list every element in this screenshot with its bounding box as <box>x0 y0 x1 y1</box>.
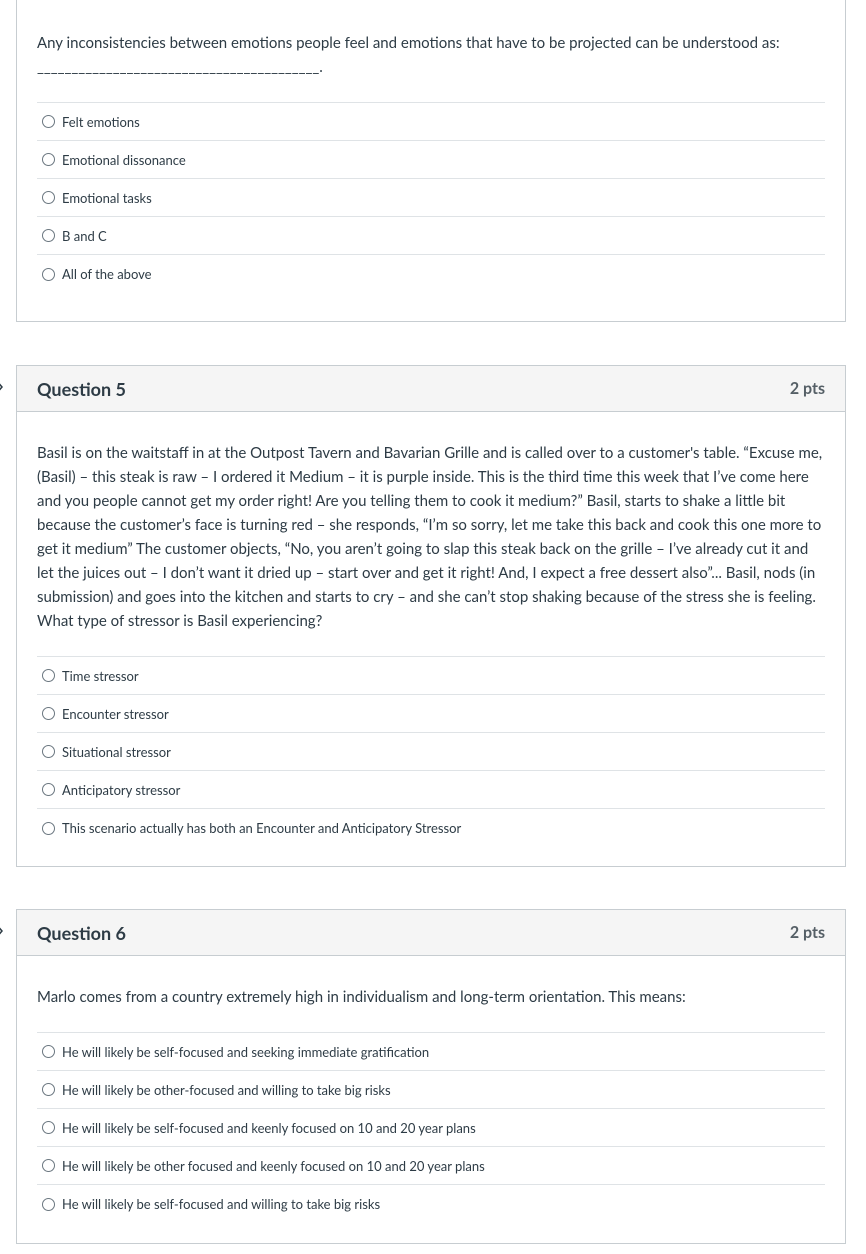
radio-button[interactable] <box>42 1121 55 1134</box>
radio-button[interactable] <box>42 229 55 242</box>
answer-option[interactable] <box>37 1071 825 1109</box>
answer-option[interactable] <box>37 695 825 733</box>
answer-label: He will likely be self-focused and seeking immediate gratification <box>62 1043 430 1060</box>
answer-label: He will likely be other focused and keenly focused on 10 and 20 year plans <box>62 1157 485 1174</box>
radio-button[interactable] <box>42 1198 55 1211</box>
radio-button[interactable] <box>42 822 55 835</box>
answer-option[interactable] <box>37 771 825 809</box>
radio-button[interactable] <box>42 669 55 682</box>
answer-label: Encounter stressor <box>62 705 169 722</box>
question-5-answers <box>37 657 825 847</box>
question-6-text: Marlo comes from a country extremely high in individualism and long-term orientation. This means: <box>37 956 825 1033</box>
answer-option[interactable] <box>37 1109 825 1147</box>
question-5-text: Basil is on the waitstaff in at the Outpost Tavern and Bavarian Grille and is called over to a customer's table. “Excuse me, (Basil) – this steak is raw – I ordered it Medium – it is purple inside. This is the third time this week that I’ve come here and you people cannot get my order right! Are you telling them to cook it medium?” Basil, starts to shake a little bit because the customer’s face is turning red – she responds, “I’m so sorry, let me take this back and cook this one more to get it medium” The customer objects, “No, you aren’t going to slap this steak back on the grille – I’ve already cut it and let the juices out – I don’t want it dried up – start over and get it right! And, I expect a free dessert also”... Basil, nods (in submission) and goes into the kitchen and starts to cry – and she can’t stop shaking because of the stress she is feeling. What type of stressor is Basil experiencing? <box>37 412 825 657</box>
question-6-header <box>17 910 845 956</box>
answer-label: Anticipatory stressor <box>62 781 181 798</box>
answer-option[interactable] <box>37 809 825 847</box>
question-6-flag-icon[interactable] <box>0 923 7 939</box>
radio-button[interactable] <box>42 268 55 281</box>
radio-button[interactable] <box>42 191 55 204</box>
question-4-answers <box>37 103 825 293</box>
radio-button[interactable] <box>42 115 55 128</box>
question-5-card <box>16 365 846 867</box>
answer-option[interactable] <box>37 1147 825 1185</box>
question-6-points: 2 pts <box>789 923 825 942</box>
answer-option[interactable] <box>37 141 825 179</box>
answer-label: All of the above <box>62 266 152 282</box>
answer-label: Emotional tasks <box>62 189 152 206</box>
radio-button[interactable] <box>42 707 55 720</box>
question-4-card <box>16 0 846 322</box>
radio-button[interactable] <box>42 745 55 758</box>
answer-label: He will likely be self-focused and willing to take big risks <box>62 1196 381 1212</box>
question-5-title: Question 5 <box>37 377 126 400</box>
question-4-text: Any inconsistencies between emotions people feel and emotions that have to be projected can be understood as: _________________________________________. <box>37 1 825 103</box>
question-6-card <box>16 909 846 1244</box>
answer-label: B and C <box>62 227 107 244</box>
question-5-header <box>17 366 845 412</box>
answer-option[interactable] <box>37 657 825 695</box>
radio-button[interactable] <box>42 783 55 796</box>
question-5-flag-icon[interactable] <box>0 379 7 395</box>
answer-label: Time stressor <box>62 667 139 684</box>
answer-option[interactable] <box>37 179 825 217</box>
answer-label: Emotional dissonance <box>62 151 186 168</box>
question-6-title: Question 6 <box>37 921 126 944</box>
answer-label: Felt emotions <box>62 113 140 130</box>
radio-button[interactable] <box>42 153 55 166</box>
radio-button[interactable] <box>42 1045 55 1058</box>
question-5-points: 2 pts <box>789 379 825 398</box>
answer-option[interactable] <box>37 1185 825 1223</box>
question-6-answers <box>37 1033 825 1223</box>
answer-label: He will likely be other-focused and willing to take big risks <box>62 1081 391 1098</box>
answer-option[interactable] <box>37 1033 825 1071</box>
answer-label: Situational stressor <box>62 743 171 760</box>
radio-button[interactable] <box>42 1159 55 1172</box>
answer-label: He will likely be self-focused and keenly focused on 10 and 20 year plans <box>62 1119 476 1136</box>
answer-option[interactable] <box>37 217 825 255</box>
radio-button[interactable] <box>42 1083 55 1096</box>
answer-label: This scenario actually has both an Encounter and Anticipatory Stressor <box>62 820 462 836</box>
answer-option[interactable] <box>37 733 825 771</box>
answer-option[interactable] <box>37 103 825 141</box>
answer-option[interactable] <box>37 255 825 293</box>
